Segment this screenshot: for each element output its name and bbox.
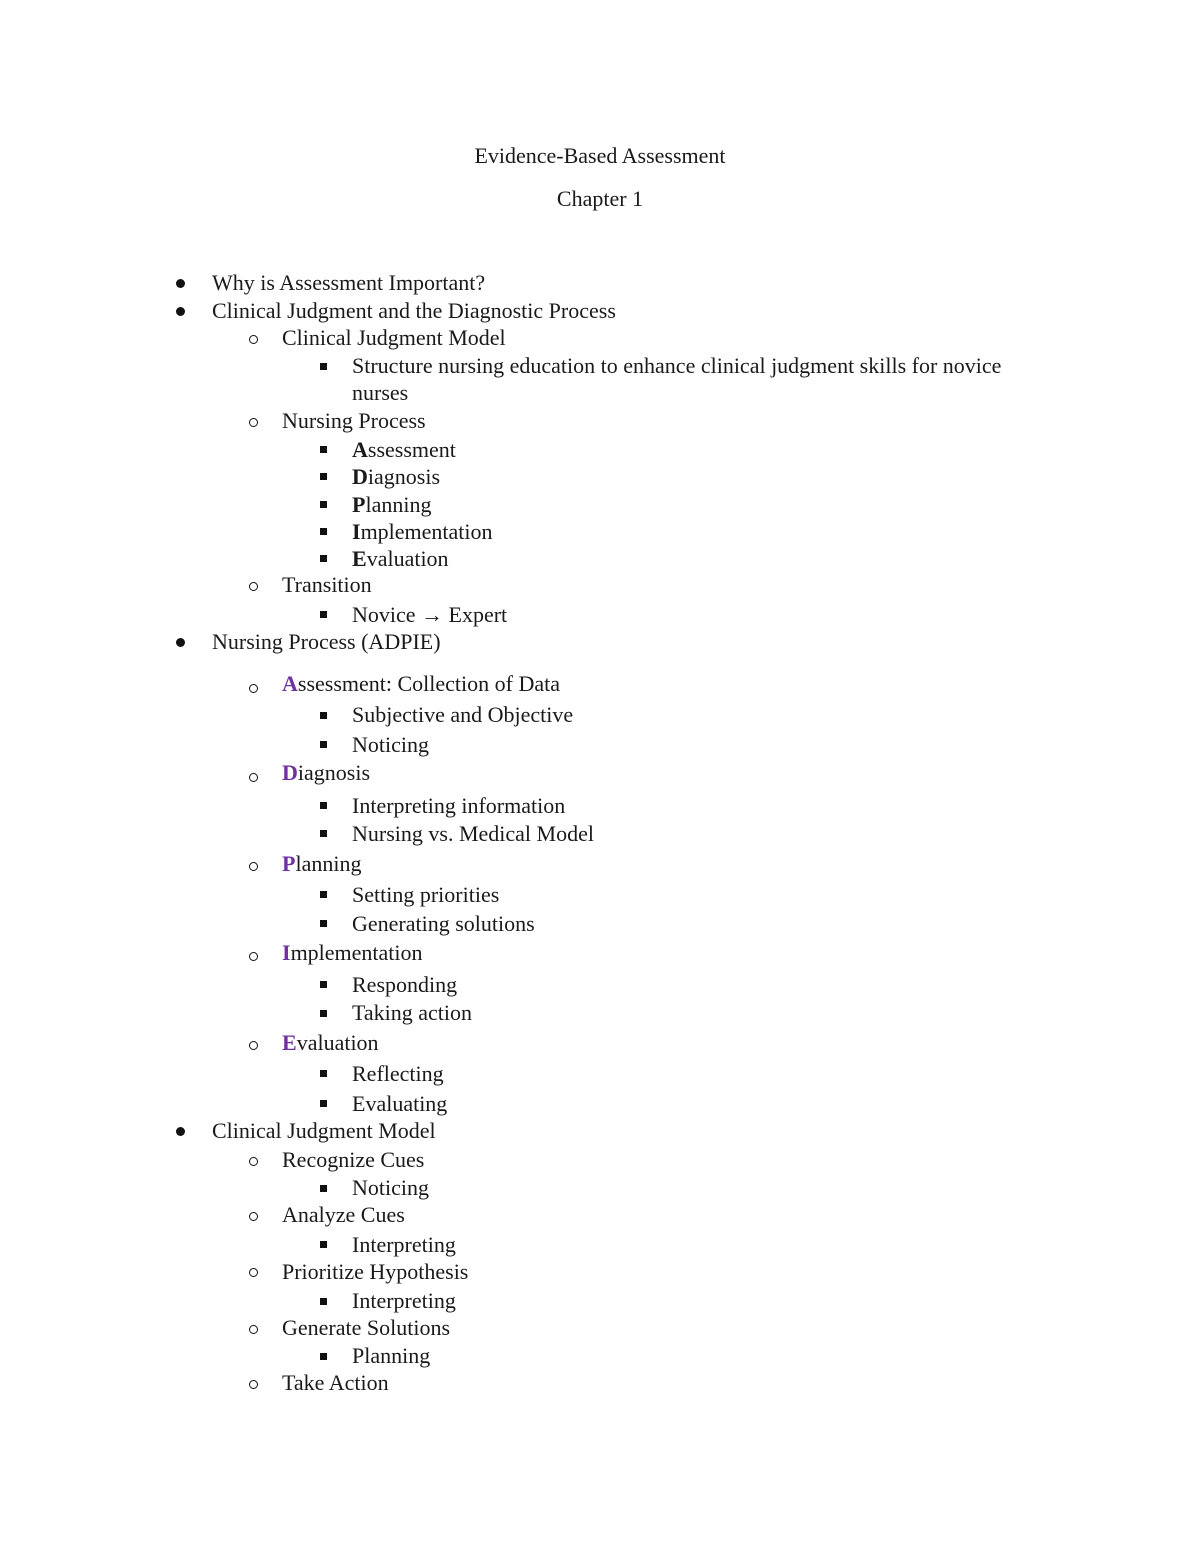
- bullet-square-icon: [320, 1241, 327, 1248]
- np-step-planning: Planning: [352, 492, 432, 517]
- adpie-planning-detail: Setting priorities: [352, 882, 500, 907]
- outline-item-clinical-judgment-diagnostic: Clinical Judgment and the Diagnostic Process: [212, 298, 616, 323]
- np-step-evaluation: Evaluation: [352, 546, 449, 571]
- bullet-disc-icon: [176, 1127, 185, 1136]
- chapter-heading: Chapter 1: [556, 186, 644, 211]
- adpie-planning: Planning: [282, 851, 362, 876]
- outline-detail-structure-education: Structure nursing education to enhance clinical judgment skills for novice: [352, 353, 1002, 378]
- cjm-analyze-cues-detail: Interpreting: [352, 1232, 456, 1257]
- np-step-assessment: Assessment: [352, 437, 456, 462]
- bullet-square-icon: [320, 611, 327, 618]
- adpie-assessment-detail: Subjective and Objective: [352, 702, 574, 727]
- bullet-square-icon: [320, 712, 327, 719]
- outline-detail-structure-education-cont: nurses: [352, 380, 409, 405]
- bullet-square-icon: [320, 741, 327, 748]
- bullet-circle-icon: [249, 582, 258, 591]
- bullet-square-icon: [320, 363, 327, 370]
- adpie-implementation-detail: Responding: [352, 972, 458, 997]
- outline-item-clinical-judgment-model: Clinical Judgment Model: [212, 1118, 436, 1143]
- cjm-prioritize-hypothesis-detail: Interpreting: [352, 1288, 456, 1313]
- bullet-square-icon: [320, 981, 327, 988]
- adpie-evaluation-detail: Evaluating: [352, 1091, 448, 1116]
- bullet-square-icon: [320, 1010, 327, 1017]
- bullet-square-icon: [320, 920, 327, 927]
- adpie-assessment: Assessment: Collection of Data: [282, 671, 561, 696]
- bullet-circle-icon: [249, 1041, 258, 1050]
- bullet-square-icon: [320, 1100, 327, 1107]
- bullet-circle-icon: [249, 862, 258, 871]
- bullet-square-icon: [320, 830, 327, 837]
- outline-item-why-assessment: Why is Assessment Important?: [212, 270, 486, 295]
- bullet-circle-icon: [249, 418, 258, 427]
- cjm-generate-solutions: Generate Solutions: [282, 1315, 451, 1340]
- bullet-square-icon: [320, 501, 327, 508]
- cjm-take-action: Take Action: [282, 1370, 389, 1395]
- bullet-circle-icon: [249, 684, 258, 693]
- adpie-diagnosis-detail: Interpreting information: [352, 793, 566, 818]
- bullet-square-icon: [320, 446, 327, 453]
- outline-subitem-transition: Transition: [282, 572, 372, 597]
- np-step-diagnosis: Diagnosis: [352, 464, 441, 489]
- bullet-square-icon: [320, 1070, 327, 1077]
- bullet-circle-icon: [249, 773, 258, 782]
- bullet-circle-icon: [249, 1268, 258, 1277]
- bullet-circle-icon: [249, 1325, 258, 1334]
- cjm-recognize-cues: Recognize Cues: [282, 1147, 425, 1172]
- adpie-implementation-detail: Taking action: [352, 1000, 473, 1025]
- adpie-assessment-detail: Noticing: [352, 732, 429, 757]
- adpie-diagnosis: Diagnosis: [282, 760, 371, 785]
- bullet-circle-icon: [249, 335, 258, 344]
- bullet-square-icon: [320, 1353, 327, 1360]
- outline-subitem-clinical-judgment-model: Clinical Judgment Model: [282, 325, 506, 350]
- adpie-planning-detail: Generating solutions: [352, 911, 535, 936]
- outline-item-nursing-process-adpie: Nursing Process (ADPIE): [212, 629, 441, 654]
- bullet-circle-icon: [249, 1157, 258, 1166]
- adpie-implementation: Implementation: [282, 940, 423, 965]
- bullet-circle-icon: [249, 1212, 258, 1221]
- cjm-generate-solutions-detail: Planning: [352, 1343, 431, 1368]
- cjm-recognize-cues-detail: Noticing: [352, 1175, 429, 1200]
- cjm-prioritize-hypothesis: Prioritize Hypothesis: [282, 1259, 469, 1284]
- adpie-evaluation-detail: Reflecting: [352, 1061, 444, 1086]
- bullet-square-icon: [320, 528, 327, 535]
- outline-detail-novice-expert: Novice → Expert: [352, 602, 508, 627]
- bullet-square-icon: [320, 555, 327, 562]
- bullet-circle-icon: [249, 1380, 258, 1389]
- bullet-circle-icon: [249, 952, 258, 961]
- bullet-square-icon: [320, 1298, 327, 1305]
- bullet-square-icon: [320, 1185, 327, 1192]
- document-title: Evidence-Based Assessment: [474, 143, 726, 168]
- outline-subitem-nursing-process: Nursing Process: [282, 408, 426, 433]
- bullet-square-icon: [320, 473, 327, 480]
- bullet-disc-icon: [176, 638, 185, 647]
- adpie-diagnosis-detail: Nursing vs. Medical Model: [352, 821, 594, 846]
- bullet-disc-icon: [176, 279, 185, 288]
- bullet-square-icon: [320, 802, 327, 809]
- bullet-square-icon: [320, 891, 327, 898]
- np-step-implementation: Implementation: [352, 519, 493, 544]
- cjm-analyze-cues: Analyze Cues: [282, 1202, 405, 1227]
- adpie-evaluation: Evaluation: [282, 1030, 379, 1055]
- bullet-disc-icon: [176, 307, 185, 316]
